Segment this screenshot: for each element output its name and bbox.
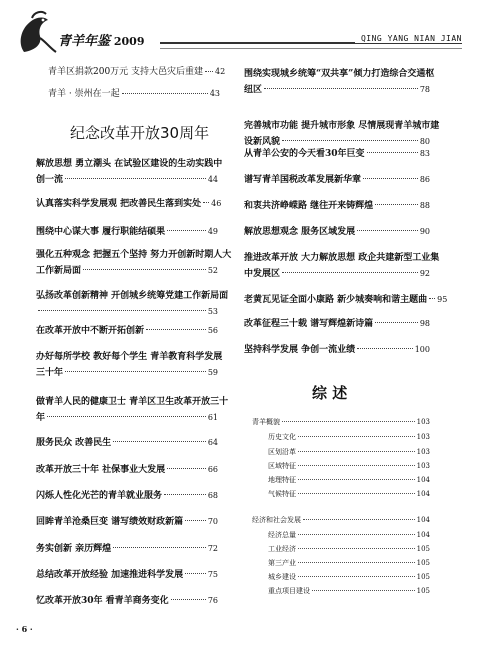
toc-entry[interactable] bbox=[36, 462, 218, 478]
leader-dots bbox=[47, 416, 206, 417]
toc-line[interactable] bbox=[268, 531, 430, 541]
toc-entry-page: 46 bbox=[211, 199, 222, 208]
toc-entry-title-line2: 坚持科学发展 争创一流业绩 bbox=[244, 345, 356, 355]
header-title: 青羊年鉴 2009 bbox=[58, 34, 145, 49]
toc-line[interactable] bbox=[268, 573, 430, 583]
toc-entry-title-line2: 解放思想观念 服务区域发展 bbox=[244, 227, 356, 237]
toc-line-page: 103 bbox=[416, 418, 430, 426]
toc-line-page: 104 bbox=[416, 516, 430, 524]
toc-entry[interactable] bbox=[244, 198, 430, 214]
toc-entry-page: 64 bbox=[207, 438, 218, 447]
toc-entry-title-line2: 认真落实科学发展观 把改善民生落到实处 bbox=[36, 199, 202, 209]
toc-entry-page: 86 bbox=[419, 175, 430, 184]
leader-dots bbox=[171, 599, 206, 600]
toc-entry-page: 95 bbox=[437, 295, 448, 304]
toc-entry[interactable] bbox=[244, 172, 430, 188]
toc-line-page: 103 bbox=[416, 433, 430, 441]
leader-dots bbox=[357, 348, 413, 349]
toc-line-title: 青羊概貌 bbox=[252, 418, 280, 426]
toc-line[interactable] bbox=[252, 516, 430, 526]
leader-dots bbox=[298, 562, 415, 563]
toc-entry[interactable] bbox=[36, 541, 218, 557]
toc-entry[interactable] bbox=[36, 567, 218, 583]
toc-entry-title-line1: 做青羊人民的健康卫士 青羊区卫生改革开放三十 bbox=[36, 397, 229, 407]
toc-entry-title-line2: 和衷共济峥嵘路 继往开来铸辉煌 bbox=[244, 201, 374, 211]
leader-dots bbox=[298, 534, 415, 535]
toc-entry-page: 98 bbox=[419, 319, 430, 328]
leader-dots bbox=[65, 178, 206, 179]
toc-entry-title-line2: 务实创新 亲历辉煌 bbox=[36, 544, 112, 554]
section-title-reform: 纪念改革开放30周年 bbox=[70, 124, 210, 142]
toc-line-page: 105 bbox=[416, 545, 430, 553]
toc-entry-title-line1: 围绕实现城乡统筹“双共享”倾力打造综合交通枢 bbox=[244, 69, 435, 79]
leader-dots bbox=[83, 269, 206, 270]
leader-dots bbox=[357, 230, 418, 231]
leader-dots bbox=[298, 548, 415, 549]
leader-dots bbox=[282, 272, 418, 273]
toc-line-title: 第三产业 bbox=[268, 559, 296, 567]
toc-entry-page: 49 bbox=[207, 227, 218, 236]
toc-entry-page: 76 bbox=[207, 596, 218, 605]
toc-entry-page: 100 bbox=[414, 345, 430, 354]
toc-entry-title-line1: 弘扬改革创新精神 开创城乡统筹党建工作新局面 bbox=[36, 291, 229, 301]
toc-entry[interactable] bbox=[36, 488, 218, 504]
leader-dots bbox=[375, 204, 418, 205]
toc-line[interactable] bbox=[268, 433, 430, 443]
toc-entry-title-line2: 工作新局面 bbox=[36, 266, 82, 276]
toc-entry-title-line2: 改革开放三十年 社保事业大发展 bbox=[36, 465, 166, 475]
toc-entry-page: 88 bbox=[419, 201, 430, 210]
toc-line[interactable] bbox=[268, 462, 430, 472]
header-pinyin: QING YANG NIAN JIAN bbox=[355, 34, 462, 43]
toc-entry-title-line2: 围绕中心谋大事 履行职能结硕果 bbox=[36, 227, 166, 237]
toc-entry-page: 52 bbox=[207, 266, 218, 275]
leader-dots bbox=[185, 573, 206, 574]
toc-entry-page: 80 bbox=[419, 137, 430, 146]
toc-entry-title-line2: 闪烁人性化光芒的青羊就业服务 bbox=[36, 491, 163, 501]
toc-entry-title-line2: 纽区 bbox=[244, 85, 263, 95]
toc-entry[interactable] bbox=[36, 156, 223, 188]
leader-dots bbox=[312, 590, 415, 591]
leader-dots bbox=[146, 329, 206, 330]
toc-entry-title-line2: 年 bbox=[36, 413, 46, 423]
leader-dots bbox=[298, 436, 415, 437]
leader-dots bbox=[282, 421, 415, 422]
toc-line-page: 103 bbox=[416, 448, 430, 456]
toc-entry-page: 92 bbox=[419, 269, 430, 278]
toc-line[interactable] bbox=[268, 448, 430, 458]
toc-entry-page: 68 bbox=[207, 491, 218, 500]
leader-dots bbox=[298, 493, 415, 494]
toc-line-page: 105 bbox=[416, 587, 430, 595]
toc-line-title: 青羊 · 崇州在一起 bbox=[48, 89, 120, 99]
toc-line-page: 105 bbox=[416, 559, 430, 567]
leader-dots bbox=[298, 479, 415, 480]
toc-entry-page: 61 bbox=[207, 413, 218, 422]
toc-entry-page: 90 bbox=[419, 227, 430, 236]
toc-line-page: 105 bbox=[416, 573, 430, 581]
toc-entry[interactable] bbox=[36, 514, 218, 530]
toc-entry-page: 59 bbox=[207, 368, 218, 377]
toc-entry[interactable] bbox=[244, 146, 430, 162]
toc-line-title: 区域特征 bbox=[268, 462, 296, 470]
toc-line-page: 103 bbox=[416, 462, 430, 470]
toc-line-title: 重点项目建设 bbox=[268, 587, 310, 595]
toc-line-title: 历史文化 bbox=[268, 433, 296, 441]
leader-dots bbox=[363, 178, 418, 179]
leader-dots bbox=[38, 310, 206, 311]
toc-entry-title-line1: 推进改革开放 大力解放思想 政企共建新型工业集 bbox=[244, 253, 440, 263]
toc-entry-title-line1: 办好每所学校 教好每个学生 青羊教育科学发展 bbox=[36, 352, 223, 362]
toc-entry-title-line2: 总结改革开放经验 加速推进科学发展 bbox=[36, 570, 184, 580]
toc-entry[interactable] bbox=[36, 593, 218, 609]
leader-dots bbox=[429, 298, 435, 299]
leader-dots bbox=[375, 322, 418, 323]
leader-dots bbox=[298, 465, 415, 466]
toc-line-title: 地理特征 bbox=[268, 476, 296, 484]
toc-entry-page: 83 bbox=[419, 149, 430, 158]
leader-dots bbox=[113, 441, 206, 442]
toc-entry[interactable] bbox=[36, 288, 229, 320]
toc-entry-title-line2: 创一流 bbox=[36, 175, 64, 185]
toc-entry[interactable] bbox=[36, 435, 218, 451]
toc-line[interactable] bbox=[48, 88, 220, 102]
leader-dots bbox=[367, 152, 418, 153]
toc-entry[interactable] bbox=[244, 342, 430, 358]
toc-entry[interactable] bbox=[244, 292, 448, 308]
toc-line-title: 城乡建设 bbox=[268, 573, 296, 581]
leader-dots bbox=[167, 468, 206, 469]
toc-entry-title-line2: 服务民众 改善民生 bbox=[36, 438, 112, 448]
toc-line[interactable] bbox=[252, 418, 430, 428]
toc-entry-title-line2: 谱写青羊国税改革发展新华章 bbox=[244, 175, 362, 185]
toc-entry-page: 78 bbox=[419, 85, 430, 94]
header-rule-thin bbox=[160, 48, 462, 49]
toc-line-page: 42 bbox=[215, 67, 226, 76]
toc-entry-page: 53 bbox=[207, 307, 218, 316]
leader-dots bbox=[113, 547, 206, 548]
toc-entry[interactable] bbox=[36, 247, 232, 279]
leader-dots bbox=[167, 230, 206, 231]
toc-entry-title-line1: 强化五种观念 把握五个坚持 努力开创新时期人大 bbox=[36, 250, 232, 260]
toc-line[interactable] bbox=[268, 587, 430, 597]
toc-entry[interactable] bbox=[36, 394, 229, 426]
leader-dots bbox=[282, 140, 418, 141]
toc-entry-title-line2: 设新风貌 bbox=[244, 137, 281, 147]
toc-entry-page: 72 bbox=[207, 544, 218, 553]
leader-dots bbox=[164, 494, 206, 495]
leader-dots bbox=[65, 371, 206, 372]
toc-entry[interactable] bbox=[244, 250, 440, 282]
toc-line-title: 经济总量 bbox=[268, 531, 296, 539]
leader-dots bbox=[264, 88, 418, 89]
toc-entry-title-line2: 中发展区 bbox=[244, 269, 281, 279]
toc-entry[interactable] bbox=[36, 323, 218, 339]
leader-dots bbox=[122, 93, 208, 94]
toc-entry-title-line2: 改革征程三十载 谱写辉煌新诗篇 bbox=[244, 319, 374, 329]
toc-line[interactable] bbox=[48, 66, 226, 80]
toc-entry-page: 44 bbox=[207, 175, 218, 184]
toc-line[interactable] bbox=[268, 545, 430, 555]
toc-line-title: 经济和社会发展 bbox=[252, 516, 301, 524]
page-header bbox=[0, 0, 480, 58]
section-title-overview: 综 述 bbox=[312, 384, 348, 402]
toc-line[interactable] bbox=[268, 490, 430, 500]
toc-entry[interactable] bbox=[36, 196, 222, 212]
toc-line[interactable] bbox=[268, 476, 430, 486]
toc-entry[interactable] bbox=[244, 316, 430, 332]
toc-line-title: 青羊区捐款200万元 支持大邑灾后重建 bbox=[48, 67, 204, 77]
toc-line-page: 43 bbox=[209, 89, 220, 98]
toc-line-page: 104 bbox=[416, 476, 430, 484]
toc-entry[interactable] bbox=[36, 224, 218, 240]
toc-entry-title-line1: 解放思想 勇立潮头 在试验区建设的生动实践中 bbox=[36, 159, 223, 169]
toc-entry-title-line2: 在改革开放中不断开拓创新 bbox=[36, 326, 145, 336]
toc-entry[interactable] bbox=[36, 349, 223, 381]
toc-entry[interactable] bbox=[244, 224, 430, 240]
toc-entry[interactable] bbox=[244, 66, 435, 98]
leader-dots bbox=[298, 451, 415, 452]
leader-dots bbox=[298, 576, 415, 577]
leader-dots bbox=[185, 520, 206, 521]
leader-dots bbox=[303, 519, 415, 520]
toc-entry-page: 66 bbox=[207, 465, 218, 474]
leader-dots bbox=[205, 71, 213, 72]
toc-line[interactable] bbox=[268, 559, 430, 569]
toc-entry-title-line2: 从青羊公安的今天看30年巨变 bbox=[244, 149, 365, 159]
leader-dots bbox=[203, 202, 209, 203]
toc-line-title: 区划沿革 bbox=[268, 448, 296, 456]
toc-line-title: 工业经济 bbox=[268, 545, 296, 553]
toc-entry-page: 75 bbox=[207, 570, 218, 579]
toc-entry-title-line2: 忆改革开放30年 看青羊商务变化 bbox=[36, 596, 169, 606]
toc-entry-title-line2: 回眸青羊沧桑巨变 谱写绩效财政新篇 bbox=[36, 517, 184, 527]
toc-line-page: 104 bbox=[416, 531, 430, 539]
toc-entry-title-line2: 老黄瓦见证全面小康路 新少城奏响和谐主题曲 bbox=[244, 295, 428, 305]
toc-entry-title-line2: 三十年 bbox=[36, 368, 64, 378]
toc-entry-title-line1: 完善城市功能 提升城市形象 尽情展现青羊城市建 bbox=[244, 121, 440, 131]
toc-entry-page: 56 bbox=[207, 326, 218, 335]
toc-line-title: 气候特征 bbox=[268, 490, 296, 498]
toc-entry-page: 70 bbox=[207, 517, 218, 526]
toc-line-page: 104 bbox=[416, 490, 430, 498]
page-number: · 6 · bbox=[16, 624, 33, 634]
